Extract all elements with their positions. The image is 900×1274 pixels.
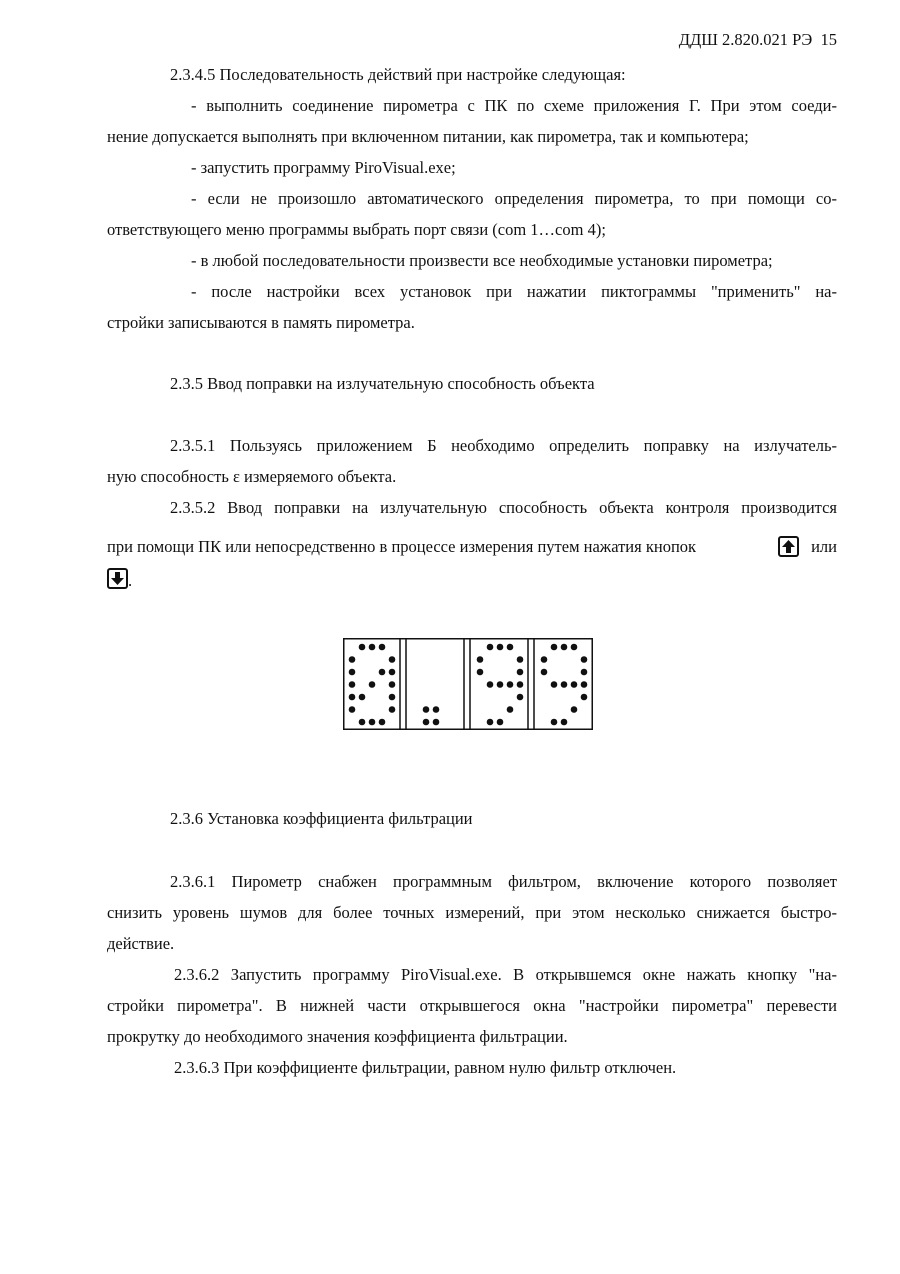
display-dot xyxy=(369,681,376,688)
para-2-3-6-2-line1: 2.3.6.2 Запустить программу PiroVisual.exe. В открывшемся окне нажать кнопку "на- xyxy=(174,965,837,984)
para-2-3-5-1-line2: ную способность ε измеряемого объекта. xyxy=(107,467,397,486)
display-dot xyxy=(423,719,430,726)
display-dot xyxy=(433,706,440,713)
page-number: 15 xyxy=(820,30,837,49)
display-dot xyxy=(581,694,588,701)
section-2-3-5-title: 2.3.5 Ввод поправки на излучательную способность объекта xyxy=(170,374,595,393)
display-dot xyxy=(571,706,578,713)
display-dot xyxy=(477,669,484,676)
display-dot xyxy=(561,644,568,651)
display-dot xyxy=(379,669,386,676)
step1-line1: - выполнить соединение пирометра с ПК по схеме приложения Г. При этом соеди- xyxy=(191,96,837,115)
display-dot xyxy=(389,681,396,688)
display-dot xyxy=(487,681,494,688)
step3-line2: ответствующего меню программы выбрать порт связи (com 1…com 4); xyxy=(107,220,606,239)
step1-line2: нение допускается выполнять при включенном питании, как пирометра, так и компьютера; xyxy=(107,127,749,146)
display-dot xyxy=(561,681,568,688)
step3-line1: - если не произошло автоматического определения пирометра, то при помощи со- xyxy=(191,189,837,208)
display-dot xyxy=(581,669,588,676)
para-2-3-6-2-line2: стройки пирометра". В нижней части открывшегося окна "настройки пирометра" перевести xyxy=(107,996,837,1015)
display-dot xyxy=(369,719,376,726)
page-header xyxy=(679,30,837,50)
arrow-down-key-icon xyxy=(107,568,128,589)
display-dot xyxy=(359,719,366,726)
display-dot xyxy=(497,719,504,726)
para-2-3-5-2-end: . xyxy=(128,571,133,590)
para-2-3-5-2-line2 xyxy=(107,536,837,557)
or-word: или xyxy=(811,536,837,556)
display-dot xyxy=(359,644,366,651)
para-2-3-4-5-intro: 2.3.4.5 Последовательность действий при настройке следующая: xyxy=(170,65,626,84)
display-dot xyxy=(507,681,514,688)
para-2-3-5-2-line3 xyxy=(107,568,837,591)
display-dot xyxy=(581,681,588,688)
para-2-3-6-1-line1: 2.3.6.1 Пирометр снабжен программным фильтром, включение которого позволяет xyxy=(170,872,837,891)
display-dot xyxy=(487,719,494,726)
step5-line1: - после настройки всех установок при нажатии пиктограммы "применить" на- xyxy=(191,282,837,301)
display-dot xyxy=(349,694,356,701)
display-dot xyxy=(389,694,396,701)
arrow-up-key-icon xyxy=(778,536,799,557)
display-dot xyxy=(507,644,514,651)
display-dot xyxy=(561,719,568,726)
display-dot xyxy=(369,644,376,651)
para-2-3-5-2-line2-text: при помощи ПК или непосредственно в процессе измерения путем нажатия кнопок xyxy=(107,536,697,556)
display-dot xyxy=(551,719,558,726)
display-dot xyxy=(359,694,366,701)
display-dot xyxy=(571,681,578,688)
step5-line2: стройки записываются в память пирометра. xyxy=(107,313,415,332)
para-2-3-6-1-line3: действие. xyxy=(107,934,175,953)
display-dot xyxy=(551,681,558,688)
display-dot xyxy=(497,644,504,651)
display-dot xyxy=(349,681,356,688)
display-dot xyxy=(433,719,440,726)
display-dot xyxy=(581,656,588,663)
display-dot xyxy=(507,706,514,713)
display-dot xyxy=(349,656,356,663)
display-dot xyxy=(349,706,356,713)
display-dot xyxy=(517,681,524,688)
para-2-3-6-1-line2: снизить уровень шумов для более точных измерений, при этом несколько снижается быстро- xyxy=(107,903,837,922)
display-dot xyxy=(517,669,524,676)
section-2-3-6-title: 2.3.6 Установка коэффициента фильтрации xyxy=(170,809,473,828)
doc-code: ДДШ 2.820.021 РЭ xyxy=(678,30,813,49)
display-dot xyxy=(517,694,524,701)
display-dot xyxy=(379,719,386,726)
display-dot xyxy=(571,644,578,651)
display-dot xyxy=(541,669,548,676)
para-2-3-5-2-line1: 2.3.5.2 Ввод поправки на излучательную способность объекта контроля производится xyxy=(170,498,837,517)
display-dot xyxy=(423,706,430,713)
step2: - запустить программу PiroVisual.exe; xyxy=(191,158,456,177)
para-2-3-6-2-line3: прокрутку до необходимого значения коэффициента фильтрации. xyxy=(107,1027,568,1046)
display-dot xyxy=(541,656,548,663)
dot-matrix-display-icon xyxy=(343,638,593,730)
display-dot xyxy=(487,644,494,651)
display-dot xyxy=(389,706,396,713)
display-dot xyxy=(497,681,504,688)
display-dot xyxy=(389,669,396,676)
display-dot xyxy=(477,656,484,663)
step4: - в любой последовательности произвести все необходимые установки пирометра; xyxy=(191,251,773,270)
display-dot xyxy=(517,656,524,663)
display-dot xyxy=(379,644,386,651)
display-dot xyxy=(389,656,396,663)
para-2-3-6-3: 2.3.6.3 При коэффициенте фильтрации, равном нулю фильтр отключен. xyxy=(174,1058,677,1077)
display-dot xyxy=(349,669,356,676)
para-2-3-5-1-line1: 2.3.5.1 Пользуясь приложением Б необходимо определить поправку на излучатель- xyxy=(170,436,837,455)
display-dot xyxy=(551,644,558,651)
